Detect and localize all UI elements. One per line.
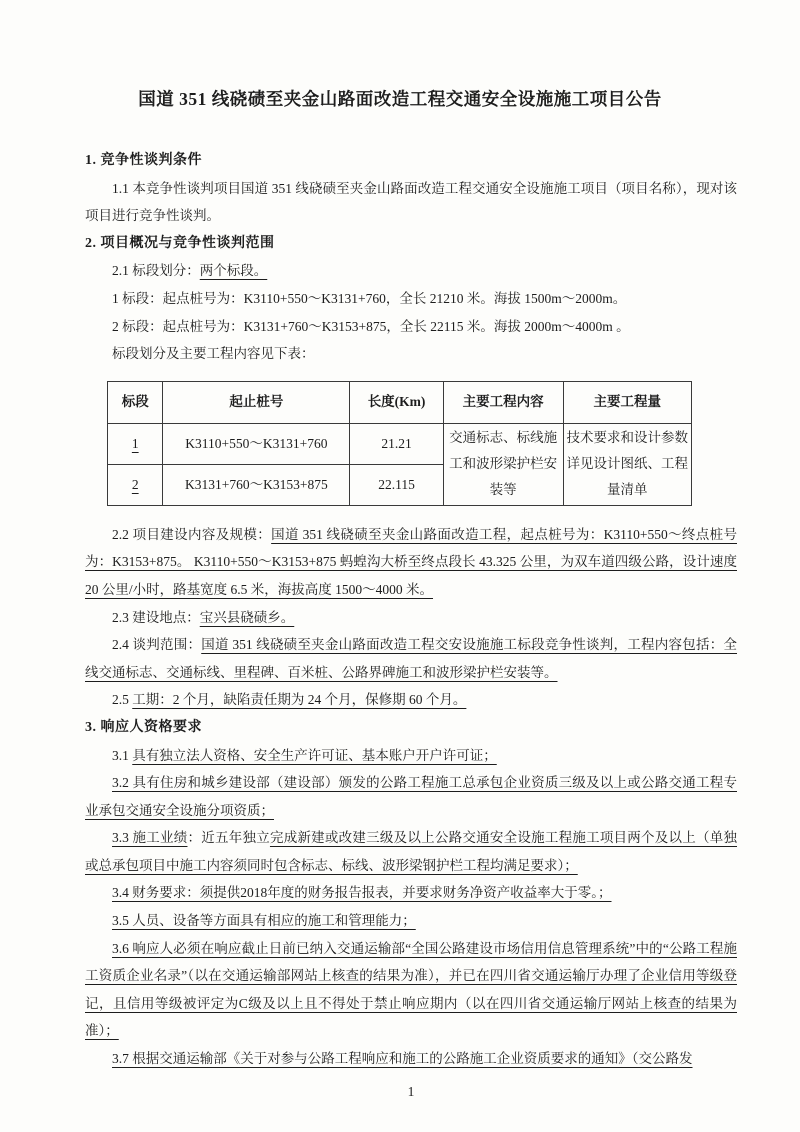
clause-2-4: 2.4 谈判范围：国道 351 线硗碛至夹金山路面改造工程交安设施施工标段竞争性谈判，工程内容包括：全线交通标志、交通标线、里程碑、百米桩、公路界碑施工和波形梁护栏安装等。 bbox=[85, 637, 738, 680]
lot-1-number: 1 bbox=[131, 435, 139, 451]
lot-table-intro: 标段划分及主要工程内容见下表： bbox=[112, 346, 315, 362]
document-title: 国道 351 线硗碛至夹金山路面改造工程交通安全设施施工项目公告 bbox=[138, 89, 662, 109]
section-1-heading: 1. 竞争性谈判条件 bbox=[85, 153, 202, 168]
cell-length-1: 21.21 bbox=[350, 423, 443, 464]
lot-table bbox=[107, 381, 692, 506]
clause-2-5: 2.5 工期：2 个月，缺陷责任期为 24 个月，保修期 60 个月。 bbox=[112, 692, 467, 708]
clause-3-3: 3.3 施工业绩：近五年独立完成新建或改建三级及以上公路交通安全设施工程施工项目两个及以上（单独或总承包项目中施工内容须同时包含标志、标线、波形梁钢护栏工程均满足要求）； bbox=[85, 830, 738, 873]
lot-1-description: 1 标段：起点桩号为：K3110+550～K3131+760，全长 21210 米。海拔 1500m～2000m。 bbox=[112, 290, 627, 306]
cell-chainage-2: K3131+760～K3153+875 bbox=[163, 464, 350, 505]
lot-2-number: 2 bbox=[131, 476, 139, 492]
lot-table-header-row bbox=[108, 381, 692, 423]
clause-2-1: 2.1 标段划分：两个标段。 bbox=[112, 263, 268, 279]
cell-main-work-content: 交通标志、标线施工和波形梁护栏安装等 bbox=[443, 423, 563, 505]
clause-3-2: 3.2 具有住房和城乡建设部（建设部）颁发的公路工程施工总承包企业资质三级及以上或公路交通工程专业承包交通安全设施分项资质； bbox=[85, 775, 737, 818]
clause-3-7: 3.7 根据交通运输部《关于对参与公路工程响应和施工的公路施工企业资质要求的通知》（交公路发 bbox=[112, 1051, 693, 1067]
header-main-work-content: 主要工程内容 bbox=[443, 381, 563, 423]
section-2-heading: 2. 项目概况与竞争性谈判范围 bbox=[85, 235, 275, 251]
page-number: 1 bbox=[407, 1083, 415, 1099]
header-main-quantities: 主要工程量 bbox=[563, 381, 692, 423]
clause-1-1: 1.1 本竞争性谈判项目国道 351 线硗碛至夹金山路面改造工程交通安全设施施工项目（项目名称），现对该项目进行竞争性谈判。 bbox=[85, 180, 737, 224]
cell-main-quantities: 技术要求和设计参数详见设计图纸、工程量清单 bbox=[563, 423, 692, 505]
clause-3-6: 3.6 响应人必须在响应截止日前已纳入交通运输部“全国公路建设市场信用信息管理系统”中的“公路工程施工资质企业名录”（以在交通运输部网站上核查的结果为准），并已在四川省交通运输厅办理了企业信用等级登记，且信用等级被评定为C级及以上且不得处于禁止响应期内（以在四川省交通运输厅网站上核查的结果为准）； bbox=[85, 940, 737, 1039]
clause-2-2: 2.2 项目建设内容及规模：国道 351 线硗碛至夹金山路面改造工程，起点桩号为：K3110+550～终点桩号为：K3153+875。 K3110+550～K3153+875 蚂蝗沟大桥至终点段长 43.325 公里，为双车道四级公路，设计速度 20 公里/小时，路基宽度 6.5 米，海拔高度 1500～4000 米。 bbox=[85, 526, 737, 597]
header-chainage: 起止桩号 bbox=[163, 381, 350, 423]
document-body bbox=[85, 147, 737, 1105]
clause-3-4: 3.4 财务要求：须提供2018年度的财务报告报表，并要求财务净资产收益率大于零。； bbox=[112, 885, 612, 901]
clause-3-1: 3.1 具有独立法人资格、安全生产许可证、基本账户开户许可证； bbox=[112, 747, 497, 763]
cell-lot-1 bbox=[108, 423, 163, 464]
clause-2-3: 2.3 建设地点：宝兴县硗碛乡。 bbox=[112, 609, 295, 625]
header-lot: 标段 bbox=[108, 381, 163, 423]
cell-chainage-1: K3110+550～K3131+760 bbox=[163, 423, 350, 464]
cell-length-2: 22.115 bbox=[350, 464, 443, 505]
lot-2-description: 2 标段：起点桩号为：K3131+760～K3153+875，全长 22115 米。海拔 2000m～4000m 。 bbox=[112, 318, 630, 334]
clause-3-5: 3.5 人员、设备等方面具有相应的施工和管理能力； bbox=[112, 913, 416, 929]
section-3-heading: 3. 响应人资格要求 bbox=[85, 719, 202, 735]
cell-lot-2 bbox=[108, 464, 163, 505]
header-length: 长度(Km) bbox=[350, 381, 443, 423]
table-row bbox=[108, 423, 692, 464]
